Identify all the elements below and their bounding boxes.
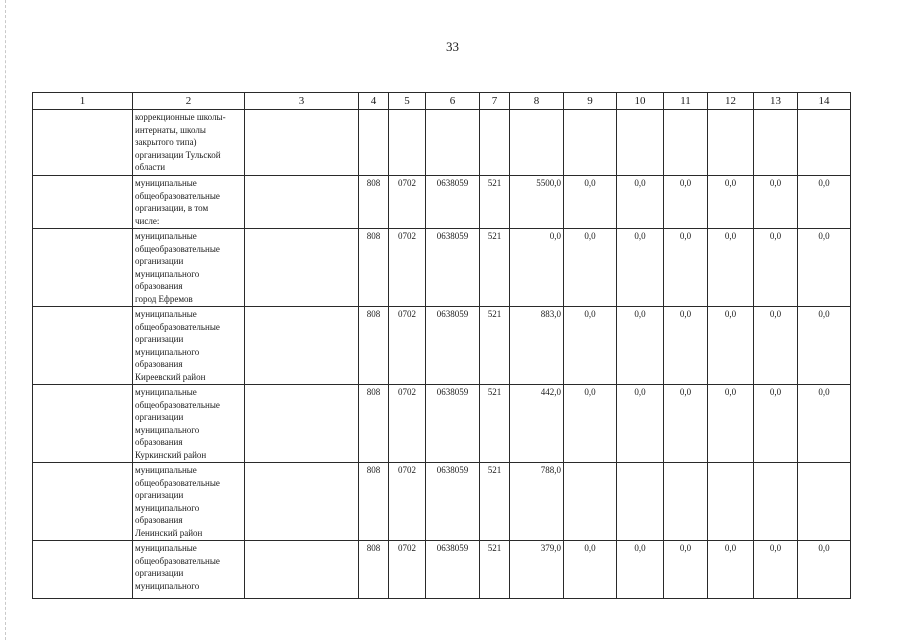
target-article-cell: [426, 110, 480, 176]
amount-cell: 0,0: [510, 229, 564, 307]
organization-name-line: области: [135, 162, 166, 172]
organization-name-line: образования: [135, 281, 183, 291]
table-row: [33, 229, 851, 307]
expense-type-cell: 521: [480, 229, 510, 307]
section-code-cell: 0702: [389, 176, 426, 229]
column-header: 7: [480, 93, 510, 110]
value-cell-col-11: 0,0: [664, 385, 708, 463]
organization-name-line: организации: [135, 568, 184, 578]
organization-name-line: муниципальные: [135, 543, 197, 553]
column-header: 8: [510, 93, 564, 110]
organization-name-line: организации: [135, 334, 184, 344]
target-article-cell: 0638059: [426, 307, 480, 385]
cell-col-1: [33, 110, 133, 176]
organization-name-line: Куркинский район: [135, 449, 207, 460]
organization-name-line: организации: [135, 256, 184, 266]
section-code-cell: 0702: [389, 229, 426, 307]
organization-name-line: муниципального: [135, 502, 200, 513]
admin-code-cell: 808: [359, 541, 389, 599]
value-cell-col-12: [708, 110, 754, 176]
organization-name-cell: [133, 176, 245, 229]
admin-code-cell: 808: [359, 307, 389, 385]
target-article-cell: 0638059: [426, 463, 480, 541]
admin-code-cell: 808: [359, 463, 389, 541]
target-article-cell: 0638059: [426, 385, 480, 463]
organization-name-line: общеобразовательные: [135, 477, 220, 488]
value-cell-col-9: 0,0: [564, 307, 617, 385]
value-cell-col-14: [798, 110, 851, 176]
value-cell-col-12: [708, 463, 754, 541]
organization-name-line: муниципального: [135, 424, 200, 435]
expense-type-cell: 521: [480, 541, 510, 599]
expense-type-cell: 521: [480, 307, 510, 385]
organization-name-line: общеобразовательные: [135, 190, 220, 201]
expense-type-cell: 521: [480, 176, 510, 229]
section-code-cell: [389, 110, 426, 176]
value-cell-col-10: 0,0: [617, 307, 664, 385]
column-header: 10: [617, 93, 664, 110]
organization-name-line: муниципальные: [135, 387, 197, 397]
column-header: 4: [359, 93, 389, 110]
organization-name-line: муниципальные: [135, 231, 197, 241]
budget-table: [32, 92, 851, 599]
organization-name-line: муниципального: [135, 346, 200, 357]
value-cell-col-9: [564, 110, 617, 176]
target-article-cell: 0638059: [426, 176, 480, 229]
column-header: 5: [389, 93, 426, 110]
value-cell-col-12: 0,0: [708, 307, 754, 385]
cell-col-1: [33, 229, 133, 307]
amount-cell: [510, 110, 564, 176]
organization-name-line: интернаты, школы: [135, 124, 206, 135]
table-row: [33, 541, 851, 599]
amount-cell: 379,0: [510, 541, 564, 599]
organization-name-line: организации, в том: [135, 203, 209, 213]
expense-type-cell: 521: [480, 385, 510, 463]
value-cell-col-14: 0,0: [798, 229, 851, 307]
column-header: 3: [245, 93, 359, 110]
amount-cell: 883,0: [510, 307, 564, 385]
organization-name-line: муниципальные: [135, 309, 197, 319]
section-code-cell: 0702: [389, 541, 426, 599]
cell-col-1: [33, 385, 133, 463]
value-cell-col-11: [664, 463, 708, 541]
page-number: 33: [446, 39, 459, 54]
section-code-cell: 0702: [389, 307, 426, 385]
cell-col-3: [245, 463, 359, 541]
organization-name-line: коррекционные школы-: [135, 112, 226, 122]
organization-name-line: муниципальные: [135, 178, 197, 188]
organization-name-line: образования: [135, 437, 183, 447]
value-cell-col-13: 0,0: [754, 229, 798, 307]
table-row: [33, 307, 851, 385]
value-cell-col-14: 0,0: [798, 307, 851, 385]
organization-name-line: муниципального: [135, 580, 200, 591]
table-row: [33, 176, 851, 229]
value-cell-col-10: [617, 463, 664, 541]
value-cell-col-14: 0,0: [798, 541, 851, 599]
value-cell-col-11: 0,0: [664, 176, 708, 229]
organization-name-line: числе:: [135, 215, 160, 226]
value-cell-col-9: 0,0: [564, 176, 617, 229]
table-row: [33, 463, 851, 541]
value-cell-col-10: 0,0: [617, 176, 664, 229]
value-cell-col-10: 0,0: [617, 541, 664, 599]
amount-cell: 788,0: [510, 463, 564, 541]
value-cell-col-13: 0,0: [754, 541, 798, 599]
cell-col-3: [245, 110, 359, 176]
organization-name-line: Ленинский район: [135, 527, 203, 538]
cell-col-3: [245, 229, 359, 307]
value-cell-col-11: 0,0: [664, 541, 708, 599]
value-cell-col-13: [754, 110, 798, 176]
organization-name-line: образования: [135, 359, 183, 369]
table-row: [33, 110, 851, 176]
organization-name-line: общеобразовательные: [135, 399, 220, 410]
value-cell-col-9: 0,0: [564, 541, 617, 599]
value-cell-col-10: [617, 110, 664, 176]
value-cell-col-14: 0,0: [798, 385, 851, 463]
organization-name-cell: [133, 110, 245, 176]
value-cell-col-9: 0,0: [564, 385, 617, 463]
admin-code-cell: 808: [359, 385, 389, 463]
column-header: 11: [664, 93, 708, 110]
value-cell-col-11: 0,0: [664, 229, 708, 307]
organization-name-line: организации: [135, 412, 184, 422]
value-cell-col-14: 0,0: [798, 176, 851, 229]
section-code-cell: 0702: [389, 385, 426, 463]
organization-name-line: город Ефремов: [135, 293, 193, 304]
value-cell-col-12: 0,0: [708, 385, 754, 463]
organization-name-line: Киреевский район: [135, 371, 206, 382]
organization-name-cell: [133, 541, 245, 599]
organization-name-line: общеобразовательные: [135, 321, 220, 332]
cell-col-3: [245, 385, 359, 463]
organization-name-line: муниципального: [135, 268, 200, 279]
table-row: [33, 385, 851, 463]
value-cell-col-13: 0,0: [754, 176, 798, 229]
expense-type-cell: 521: [480, 463, 510, 541]
column-header: 6: [426, 93, 480, 110]
cell-col-1: [33, 307, 133, 385]
admin-code-cell: 808: [359, 176, 389, 229]
organization-name-cell: [133, 385, 245, 463]
column-header: 2: [133, 93, 245, 110]
header-row: [33, 93, 851, 110]
column-header: 9: [564, 93, 617, 110]
target-article-cell: 0638059: [426, 541, 480, 599]
organization-name-line: организации: [135, 490, 184, 500]
cell-col-3: [245, 541, 359, 599]
amount-cell: 5500,0: [510, 176, 564, 229]
value-cell-col-11: 0,0: [664, 307, 708, 385]
section-code-cell: 0702: [389, 463, 426, 541]
organization-name-line: организации Тульской: [135, 149, 221, 160]
value-cell-col-9: 0,0: [564, 229, 617, 307]
cell-col-1: [33, 541, 133, 599]
value-cell-col-11: [664, 110, 708, 176]
value-cell-col-14: [798, 463, 851, 541]
scan-edge: [5, 0, 6, 640]
organization-name-line: муниципальные: [135, 465, 197, 475]
organization-name-cell: [133, 229, 245, 307]
organization-name-line: образования: [135, 515, 183, 525]
cell-col-1: [33, 176, 133, 229]
organization-name-line: общеобразовательные: [135, 555, 220, 566]
column-header: 1: [33, 93, 133, 110]
cell-col-3: [245, 307, 359, 385]
value-cell-col-13: 0,0: [754, 385, 798, 463]
value-cell-col-9: [564, 463, 617, 541]
value-cell-col-13: 0,0: [754, 307, 798, 385]
value-cell-col-12: 0,0: [708, 176, 754, 229]
value-cell-col-12: 0,0: [708, 229, 754, 307]
column-header: 14: [798, 93, 851, 110]
organization-name-cell: [133, 307, 245, 385]
admin-code-cell: [359, 110, 389, 176]
target-article-cell: 0638059: [426, 229, 480, 307]
column-header: 12: [708, 93, 754, 110]
organization-name-line: закрытого типа): [135, 137, 197, 147]
admin-code-cell: 808: [359, 229, 389, 307]
value-cell-col-10: 0,0: [617, 229, 664, 307]
value-cell-col-12: 0,0: [708, 541, 754, 599]
expense-type-cell: [480, 110, 510, 176]
cell-col-3: [245, 176, 359, 229]
organization-name-line: общеобразовательные: [135, 243, 220, 254]
amount-cell: 442,0: [510, 385, 564, 463]
column-header: 13: [754, 93, 798, 110]
value-cell-col-10: 0,0: [617, 385, 664, 463]
value-cell-col-13: [754, 463, 798, 541]
cell-col-1: [33, 463, 133, 541]
organization-name-cell: [133, 463, 245, 541]
